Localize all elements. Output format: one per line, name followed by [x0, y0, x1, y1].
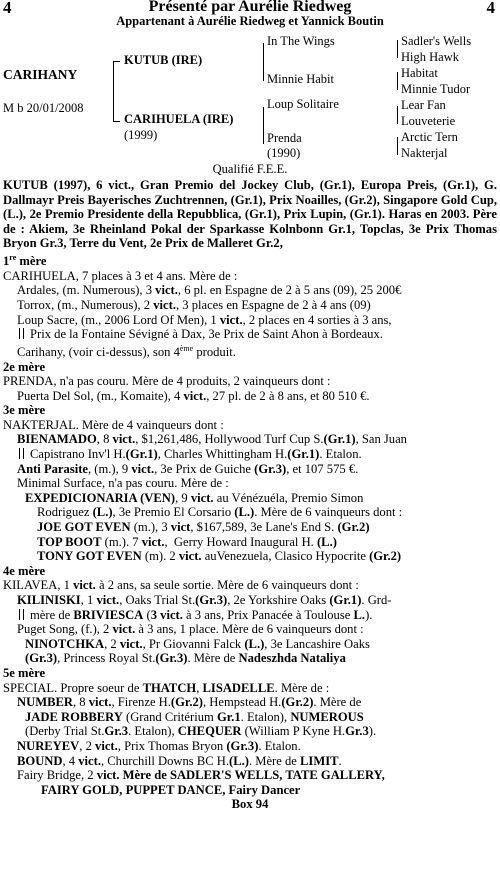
- box-number: Box 94: [231, 797, 269, 812]
- page-subtitle: Appartenant à Aurélie Riedweg et Yannick Boutin: [116, 14, 384, 28]
- pedigree-line: [113, 61, 114, 121]
- section-5th-dam: 5e mère: [3, 665, 46, 680]
- indent-bar: [19, 448, 24, 459]
- indent-bar: [19, 609, 24, 620]
- produce-ninotchka: NINOTCHKA, 2 vict., Pr Giovanni Falck (L.), 3e Lancashire Oaks: [25, 636, 370, 651]
- section-1st-dam: 1re mère: [3, 252, 47, 269]
- sire-paragraph: KUTUB (1997), 6 vict., Gran Premio del Jockey Club, (Gr.1), Europa Preis, (Gr.1), G. Dallmayr Preis Bayerisches Zuchtrennen, (Gr.1), Prix Noailles, (Gr.2), Singapore Gold Cup, (L.), 2e Premio Presidente della Repubblica, (Gr.1), Prix Lupin, (Gr.1). Haras en 2003. Père de : Akiem, 3e Rheinland Pokal der Sparkasse Kolnbonn Gr.1, Topclas, 3e Prix Thomas Bryon Gr.3, Terre du Vent, 2e Prix de Malleret Gr.2,: [3, 178, 497, 251]
- page-number-right: 4: [486, 0, 495, 17]
- produce-loup-sacre: Loup Sacre, (m., 2006 Lord Of Men), 1 vict., 2 places en 4 sorties à 3 ans,: [17, 312, 392, 327]
- produce-number: NUMBER, 8 vict., Firenze H.(Gr.2), Hempstead H.(Gr.2). Mère de: [17, 695, 362, 710]
- pedigree-line: [263, 107, 264, 144]
- pedigree-line: [397, 40, 398, 58]
- section-4th-dam: 4e mère: [3, 563, 46, 578]
- produce-bienamado: BIENAMADO, 8 vict., $1,261,486, Hollywood Turf Cup S.(Gr.1), San Juan: [17, 432, 407, 447]
- fourth-dam-intro: KILAVEA, 1 vict. à 2 ans, sa seule sortie. Mère de 6 vainqueurs dont :: [3, 578, 359, 593]
- pedigree-line: [113, 61, 120, 62]
- dam-name: [124, 112, 233, 127]
- qualification: Qualifié F.E.E.: [212, 162, 288, 176]
- dam-sire: Loup Solitaire: [267, 97, 339, 111]
- produce-jade-robbery: JADE ROBBERY (Grand Critérium Gr.1. Etalon), NUMEROUS: [25, 709, 364, 724]
- produce-ninotchka-cont: (Gr.3), Princess Royal St.(Gr.3). Mère de Nadeszhda Nataliya: [25, 651, 346, 666]
- sire-sire: In The Wings: [267, 34, 335, 48]
- sire-dam: Minnie Habit: [267, 72, 335, 86]
- produce-fairy-bridge: Fairy Bridge, 2 vict. Mère de SADLER'S WELLS, TATE GALLERY,: [17, 768, 385, 783]
- sire-dam-sire: Habitat: [401, 66, 438, 80]
- produce-tony-got-even: TONY GOT EVEN (m). 2 vict. auVenezuela, Clasico Hypocrite (Gr.2): [37, 549, 402, 564]
- pedigree-line: [397, 72, 398, 90]
- sire-dam-dam: Minnie Tudor: [401, 82, 471, 96]
- produce-nureyev: NUREYEV, 2 vict., Prix Thomas Bryon (Gr.3). Etalon.: [17, 738, 301, 753]
- page-number-left: 4: [3, 0, 12, 17]
- produce-chequer: (Derby Trial St.Gr.3. Etalon), CHEQUER (William P Kyne H.Gr.3).: [25, 724, 377, 739]
- dam-year: (1999): [124, 128, 158, 142]
- page-title: Présenté par Aurélie Riedweg: [148, 0, 352, 15]
- dam-name-bold: CARIHUELA (IRE): [124, 112, 234, 126]
- produce-puerta: Puerta Del Sol, (m., Komaite), 4 vict., 27 pl. de 2 à 8 ans, et 80 510 €.: [17, 388, 370, 403]
- sire-sire-sire: Sadler's Wells: [401, 34, 472, 48]
- produce-fairy-bridge-cont: FAIRY GOLD, PUPPET DANCE, Fairy Dancer: [41, 782, 301, 797]
- pedigree-line: [397, 137, 398, 155]
- horse-info: M b 20/01/2008: [3, 101, 84, 115]
- horse-name: CARIHANY: [3, 67, 78, 82]
- sire-name: KUTUB (IRE): [124, 53, 203, 67]
- produce-torrox: Torrox, (m., Numerous), 2 vict., 3 places en Espagne de 2 à 4 ans (09): [17, 297, 371, 312]
- pedigree-line: [113, 121, 120, 122]
- section-2nd-dam: 2e mère: [3, 359, 46, 374]
- produce-top-boot: TOP BOOT (m.). 7 vict., Gerry Howard Inaugural H. (L.): [37, 534, 337, 549]
- section-3rd-dam: 3e mère: [3, 403, 46, 418]
- produce-bound: BOUND, 4 vict., Churchill Downs BC H.(L.). Mère de LIMIT.: [17, 753, 342, 768]
- dam-intro: CARIHUELA, 7 places à 3 et 4 ans. Mère de :: [3, 268, 238, 283]
- produce-minimal: Minimal Surface, n'a pas couru. Mère de :: [17, 476, 229, 491]
- produce-carihany: Carihany, (voir ci-dessus), son 4ème produit.: [17, 343, 236, 359]
- dam-sire-sire: Lear Fan: [401, 98, 446, 112]
- dam-dam-year: (1990): [267, 146, 301, 160]
- third-dam-intro: NAKTERJAL. Mère de 4 vainqueurs dont :: [3, 417, 224, 432]
- produce-kiliniski: KILINISKI, 1 vict., Oaks Trial St.(Gr.3), 2e Yorkshire Oaks (Gr.1). Grd-: [17, 593, 392, 607]
- pedigree-line: [263, 43, 264, 81]
- produce-joe-got-even: JOE GOT EVEN (m.), 3 vict, $167,589, 3e Lane's End S. (Gr.2): [37, 520, 370, 535]
- pedigree-line: [397, 106, 398, 124]
- dam-dam: Prenda: [267, 131, 302, 145]
- produce-bienamado-cont: Capistrano Inv'l H.(Gr.1), Charles Whittingham H.(Gr.1). Etalon.: [3, 447, 497, 462]
- produce-expedicionaria-cont: Rodriguez (L.), 3e Premio El Corsario (L.). Mère de 6 vainqueurs dont :: [37, 505, 403, 520]
- produce-puget-song: Puget Song, (f.), 2 vict. à 3 ans, 1 place. Mère de 6 vainqueurs dont :: [17, 622, 364, 637]
- catalogue-body: [3, 178, 497, 812]
- dam-dam-sire: Arctic Tern: [401, 130, 458, 144]
- indent-bar: [19, 328, 24, 339]
- produce-expedicionaria: EXPEDICIONARIA (VEN), 9 vict. au Vénézuéla, Premio Simon: [25, 490, 364, 505]
- produce-ardales: Ardales, (m. Numerous), 3 vict., 6 pl. en Espagne de 2 à 5 ans (09), 25 200€: [17, 283, 402, 298]
- fifth-dam-intro: SPECIAL. Propre soeur de THATCH, LISADELLE. Mère de :: [3, 680, 330, 695]
- produce-kiliniski-cont: mère de BRIVIESCA (3 vict. à 3 ans, Prix Panacée à Toulouse L.).: [3, 608, 497, 623]
- produce-loup-sacre-cont: Prix de la Fontaine Sévigné à Dax, 3e Prix de Saint Ahon à Bordeaux.: [3, 327, 497, 342]
- second-dam-intro: PRENDA, n'a pas couru. Mère de 4 produits, 2 vainqueurs dont :: [3, 374, 331, 389]
- produce-anti-parasite: Anti Parasite, (m.), 9 vict., 3e Prix de Guiche (Gr.3), et 107 575 €.: [17, 461, 359, 476]
- dam-sire-dam: Louveterie: [401, 114, 456, 128]
- sire-sire-dam: High Hawk: [401, 50, 459, 64]
- dam-dam-dam: Nakterjal: [401, 146, 448, 160]
